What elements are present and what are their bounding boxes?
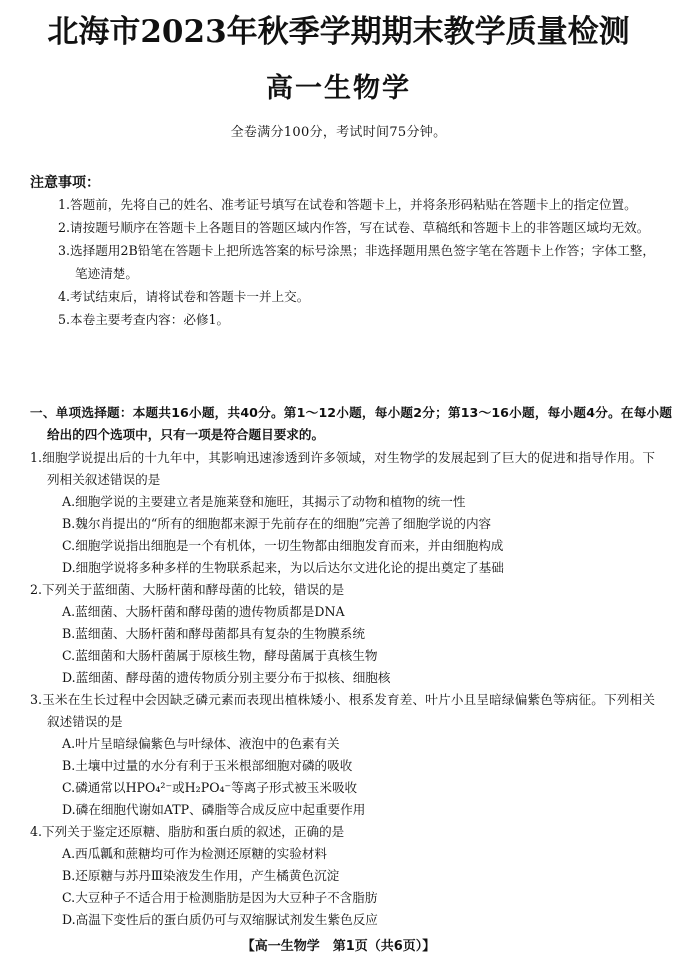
question-1	[30, 447, 655, 579]
question-option: D.磷在细胞代谢如ATP、磷脂等合成反应中起重要作用	[62, 802, 366, 817]
question-option: B.魏尔肖提出的“所有的细胞都来源于先前存在的细胞”完善了细胞学说的内容	[62, 516, 492, 531]
question-option: B.土壤中过量的水分有利于玉米根部细胞对磷的吸收	[62, 758, 353, 773]
question-stem: 3.玉米在生长过程中会因缺乏磷元素而表现出植株矮小、根系发育差、叶片小且呈暗绿偏紫色等病征。下列相关叙述错误的是	[30, 692, 655, 729]
question-4	[30, 821, 655, 931]
notice-list	[30, 193, 655, 331]
question-3	[30, 689, 655, 821]
question-stem: 1.细胞学说提出后的十九年中，其影响迅速渗透到许多领域，对生物学的发展起到了巨大的促进和指导作用。下列相关叙述错误的是	[30, 450, 655, 487]
question-option: C.大豆种子不适合用于检测脂肪是因为大豆种子不含脂肪	[62, 890, 378, 905]
question-option: A.细胞学说的主要建立者是施莱登和施旺，其揭示了动物和植物的统一性	[62, 494, 466, 509]
question-option: C.细胞学说指出细胞是一个有机体，一切生物都由细胞发育而来，并由细胞构成	[62, 538, 504, 553]
question-option: B.蓝细菌、大肠杆菌和酵母菌都具有复杂的生物膜系统	[62, 626, 365, 641]
question-option: D.高温下变性后的蛋白质仍可与双缩脲试剂发生紫色反应	[62, 912, 378, 927]
question-option: A.西瓜瓤和蔗糖均可作为检测还原糖的实验材料	[62, 846, 327, 861]
question-option: A.蓝细菌、大肠杆菌和酵母菌的遗传物质都是DNA	[62, 604, 345, 619]
section-heading: 一、单项选择题：本题共16小题，共40分。第1～12小题，每小题2分；第13～16小题，每小题4分。在每小题给出的四个选项中，只有一项是符合题目要求的。	[30, 405, 672, 442]
notice-item: 1.答题前，先将自己的姓名、准考证号填写在试卷和答题卡上，并将条形码粘贴在答题卡上的指定位置。	[58, 197, 637, 212]
question-option: D.细胞学说将多种多样的生物联系起来，为以后达尔文进化论的提出奠定了基础	[62, 560, 504, 575]
notice-item: 5.本卷主要考查内容：必修1。	[58, 312, 230, 327]
exam-title: 北海市2023年秋季学期期末教学质量检测	[47, 14, 630, 50]
question-option: C.蓝细菌和大肠杆菌属于原核生物，酵母菌属于真核生物	[62, 648, 378, 663]
subject-title: 高一生物学	[266, 73, 411, 104]
question-option: C.磷通常以HPO₄²⁻或H₂PO₄⁻等离子形式被玉米吸收	[62, 780, 358, 795]
exam-info: 全卷满分100分，考试时间75分钟。	[230, 125, 447, 140]
notice-item: 4.考试结束后，请将试卷和答题卡一并上交。	[58, 289, 310, 304]
question-option: D.蓝细菌、酵母菌的遗传物质分别主要分布于拟核、细胞核	[62, 670, 391, 685]
page-footer: 【高一生物学 第1页（共6页）】	[241, 939, 436, 954]
question-list	[30, 447, 655, 931]
question-option: A.叶片呈暗绿偏紫色与叶绿体、液泡中的色素有关	[62, 736, 340, 751]
question-stem: 2.下列关于蓝细菌、大肠杆菌和酵母菌的比较，错误的是	[30, 582, 345, 597]
notice-item: 2.请按题号顺序在答题卡上各题目的答题区域内作答，写在试卷、草稿纸和答题卡上的非答题区域均无效。	[58, 220, 650, 235]
notice-item: 3.选择题用2B铅笔在答题卡上把所选答案的标号涂黑；非选择题用黑色签字笔在答题卡上作答；字体工整，笔迹清楚。	[58, 243, 655, 281]
notice-heading: 注意事项：	[30, 175, 100, 191]
question-stem: 4.下列关于鉴定还原糖、脂肪和蛋白质的叙述，正确的是	[30, 824, 345, 839]
question-2	[30, 579, 655, 689]
question-option: B.还原糖与苏丹Ⅲ染液发生作用，产生橘黄色沉淀	[62, 868, 340, 883]
